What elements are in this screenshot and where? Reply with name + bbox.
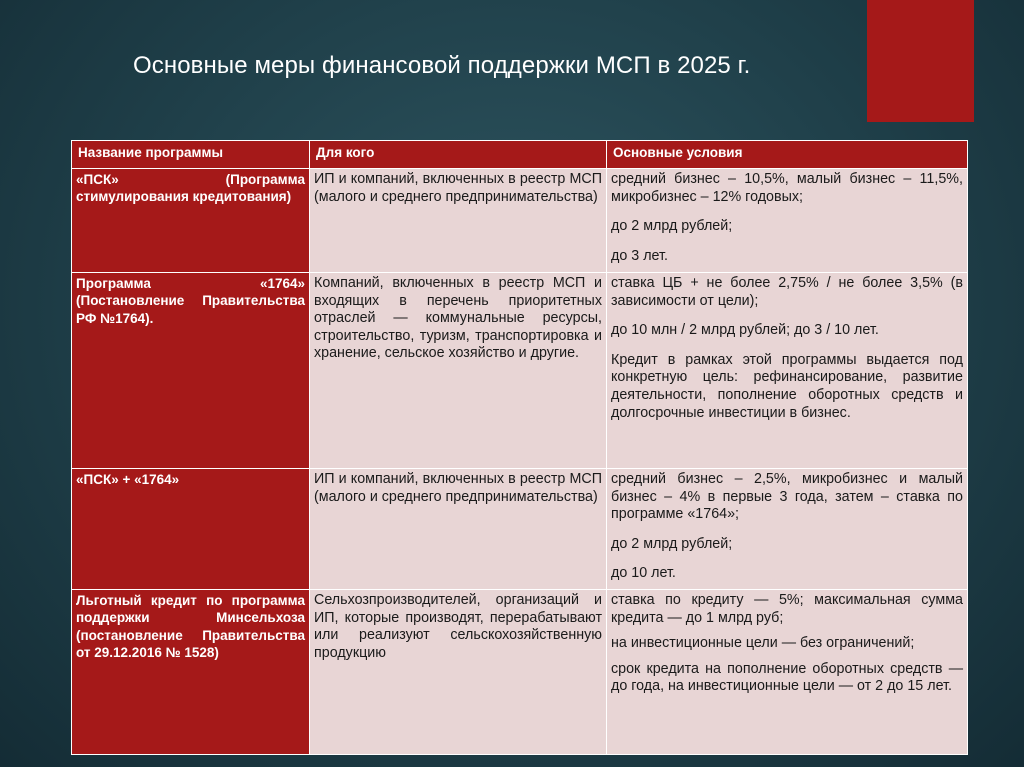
- accent-bar: [867, 0, 974, 122]
- program-name-cell: «ПСК» + «1764»: [72, 469, 310, 590]
- conditions-cell: [607, 590, 968, 755]
- condition-item: до 10 лет.: [611, 565, 676, 582]
- condition-item: до 3 лет.: [611, 247, 668, 264]
- table-row: [72, 273, 968, 469]
- condition-item: до 10 млн / 2 млрд рублей; до 3 / 10 лет.: [611, 322, 879, 339]
- for-whom-cell: ИП и компаний, включенных в реестр МСП (малого и среднего предпринимательства): [310, 169, 607, 273]
- condition-item: на инвестиционные цели — без ограничений;: [611, 635, 915, 652]
- table-header-row: [72, 141, 968, 169]
- support-measures-table: [71, 140, 968, 755]
- condition-item: Кредит в рамках этой программы выдается под конкретную цель: рефинансирование, развитие деятельности, пополнение оборотных средств и долгосрочные инвестиции в бизнес.: [611, 351, 963, 421]
- for-whom-cell: Сельхозпроизводителей, организаций и ИП, которые производят, перерабатывают или реализуют сельскохозяйственную продукцию: [310, 590, 607, 755]
- conditions-cell: [607, 169, 968, 273]
- conditions-cell: [607, 273, 968, 469]
- condition-item: ставка ЦБ + не более 2,75% / не более 3,5% (в зависимости от цели);: [611, 275, 963, 309]
- header-for-whom: Для кого: [310, 141, 607, 169]
- condition-item: до 2 млрд рублей;: [611, 535, 733, 552]
- condition-item: до 2 млрд рублей;: [611, 218, 733, 235]
- program-name-cell: Льготный кредит по программа поддержки Минсельхоза (постановление Правительства от 29.12.2016 № 1528): [72, 590, 310, 755]
- condition-item: средний бизнес – 10,5%, малый бизнес – 11,5%, микробизнес – 12% годовых;: [611, 171, 963, 205]
- program-name-cell: Программа «1764» (Постановление Правительства РФ №1764).: [72, 273, 310, 469]
- conditions-cell: [607, 469, 968, 590]
- condition-item: срок кредита на пополнение оборотных средств — до года, на инвестиционные цели — от 2 до 15 лет.: [611, 660, 963, 695]
- table-row: [72, 469, 968, 590]
- for-whom-cell: ИП и компаний, включенных в реестр МСП (малого и среднего предпринимательства): [310, 469, 607, 590]
- header-conditions: Основные условия: [607, 141, 968, 169]
- header-program-name: Название программы: [72, 141, 310, 169]
- condition-item: ставка по кредиту — 5%; максимальная сумма кредита — до 1 млрд руб;: [611, 592, 963, 626]
- table-row: [72, 169, 968, 273]
- condition-item: средний бизнес – 2,5%, микробизнес и малый бизнес – 4% в первые 3 года, затем – ставка по программе «1764»;: [611, 471, 963, 523]
- for-whom-cell: Компаний, включенных в реестр МСП и входящих в перечень приоритетных отраслей — коммунальные ресурсы, строительство, туризм, транспортировка и хранение, сельское хозяйство и другие.: [310, 273, 607, 469]
- table-row: [72, 590, 968, 755]
- program-name-cell: «ПСК» (Программа стимулирования кредитования): [72, 169, 310, 273]
- slide-title: Основные меры финансовой поддержки МСП в 2025 г.: [133, 52, 751, 79]
